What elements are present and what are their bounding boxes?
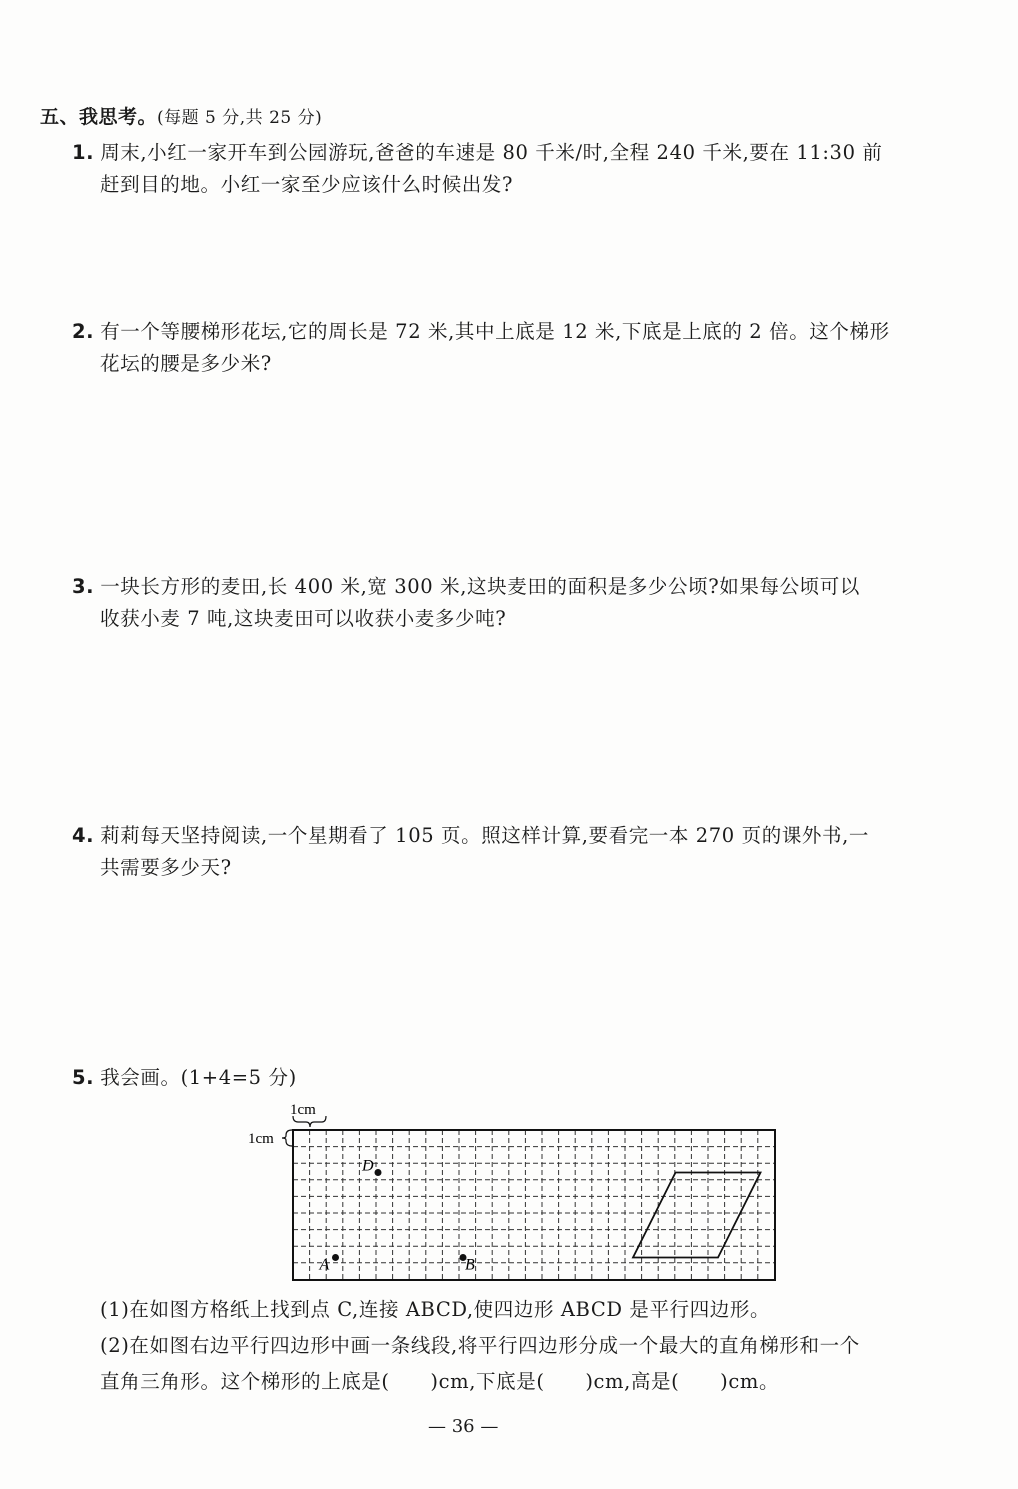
question-number: 4. bbox=[72, 824, 95, 847]
question-number: 1. bbox=[72, 141, 95, 164]
point-d bbox=[375, 1169, 382, 1176]
question-1 bbox=[72, 137, 882, 201]
question-text-line: 莉莉每天坚持阅读,一个星期看了 105 页。照这样计算,要看完一本 270 页的课外书,一 bbox=[100, 824, 870, 847]
question-text-line: 收获小麦 7 吨,这块麦田可以收获小麦多少吨? bbox=[100, 607, 507, 630]
unit-brace-left bbox=[282, 1130, 292, 1146]
question-4 bbox=[72, 820, 869, 884]
page-number: — 36 — bbox=[428, 1416, 499, 1437]
section-score-note: (每题 5 分,共 25 分) bbox=[157, 108, 323, 128]
point-label-a: A bbox=[319, 1256, 330, 1274]
question-3 bbox=[72, 571, 860, 635]
question-text-line: 有一个等腰梯形花坛,它的周长是 72 米,其中上底是 12 米,下底是上底的 2 倍。这个梯形 bbox=[100, 320, 890, 343]
question-text-line: 一块长方形的麦田,长 400 米,宽 300 米,这块麦田的面积是多少公顷?如果每公顷可以 bbox=[100, 575, 860, 598]
subquestion-2-line2: 直角三角形。这个梯形的上底是( )cm,下底是( )cm,高是( )cm。 bbox=[100, 1370, 780, 1393]
question-text-line: 共需要多少天? bbox=[100, 856, 232, 879]
point-label-d: D bbox=[362, 1157, 374, 1175]
question-number: 2. bbox=[72, 320, 95, 343]
question-text-line: 赶到目的地。小红一家至少应该什么时候出发? bbox=[100, 173, 514, 196]
section-title bbox=[40, 102, 322, 129]
unit-label-left: 1cm bbox=[248, 1131, 274, 1147]
question-number: 5. bbox=[72, 1066, 95, 1089]
question-number: 3. bbox=[72, 575, 95, 598]
subquestion-1: (1)在如图方格纸上找到点 C,连接 ABCD,使四边形 ABCD 是平行四边形。 bbox=[100, 1298, 771, 1321]
point-label-b: B bbox=[465, 1256, 475, 1274]
question-text-line: 花坛的腰是多少米? bbox=[100, 352, 272, 375]
subquestion-2-line1: (2)在如图右边平行四边形中画一条线段,将平行四边形分成一个最大的直角梯形和一个 bbox=[100, 1334, 860, 1357]
question-text-line: 我会画。(1+4=5 分) bbox=[100, 1066, 297, 1089]
section-title-text: 五、我思考。 bbox=[40, 106, 158, 128]
unit-label-top: 1cm bbox=[290, 1102, 316, 1118]
point-a bbox=[332, 1254, 339, 1261]
question-text-line: 周末,小红一家开车到公园游玩,爸爸的车速是 80 千米/时,全程 240 千米,要在 11:30 前 bbox=[100, 141, 883, 164]
question-5 bbox=[72, 1062, 297, 1094]
grid-paper-figure bbox=[240, 1092, 790, 1292]
question-2 bbox=[72, 316, 890, 380]
grid-points bbox=[319, 1158, 476, 1274]
